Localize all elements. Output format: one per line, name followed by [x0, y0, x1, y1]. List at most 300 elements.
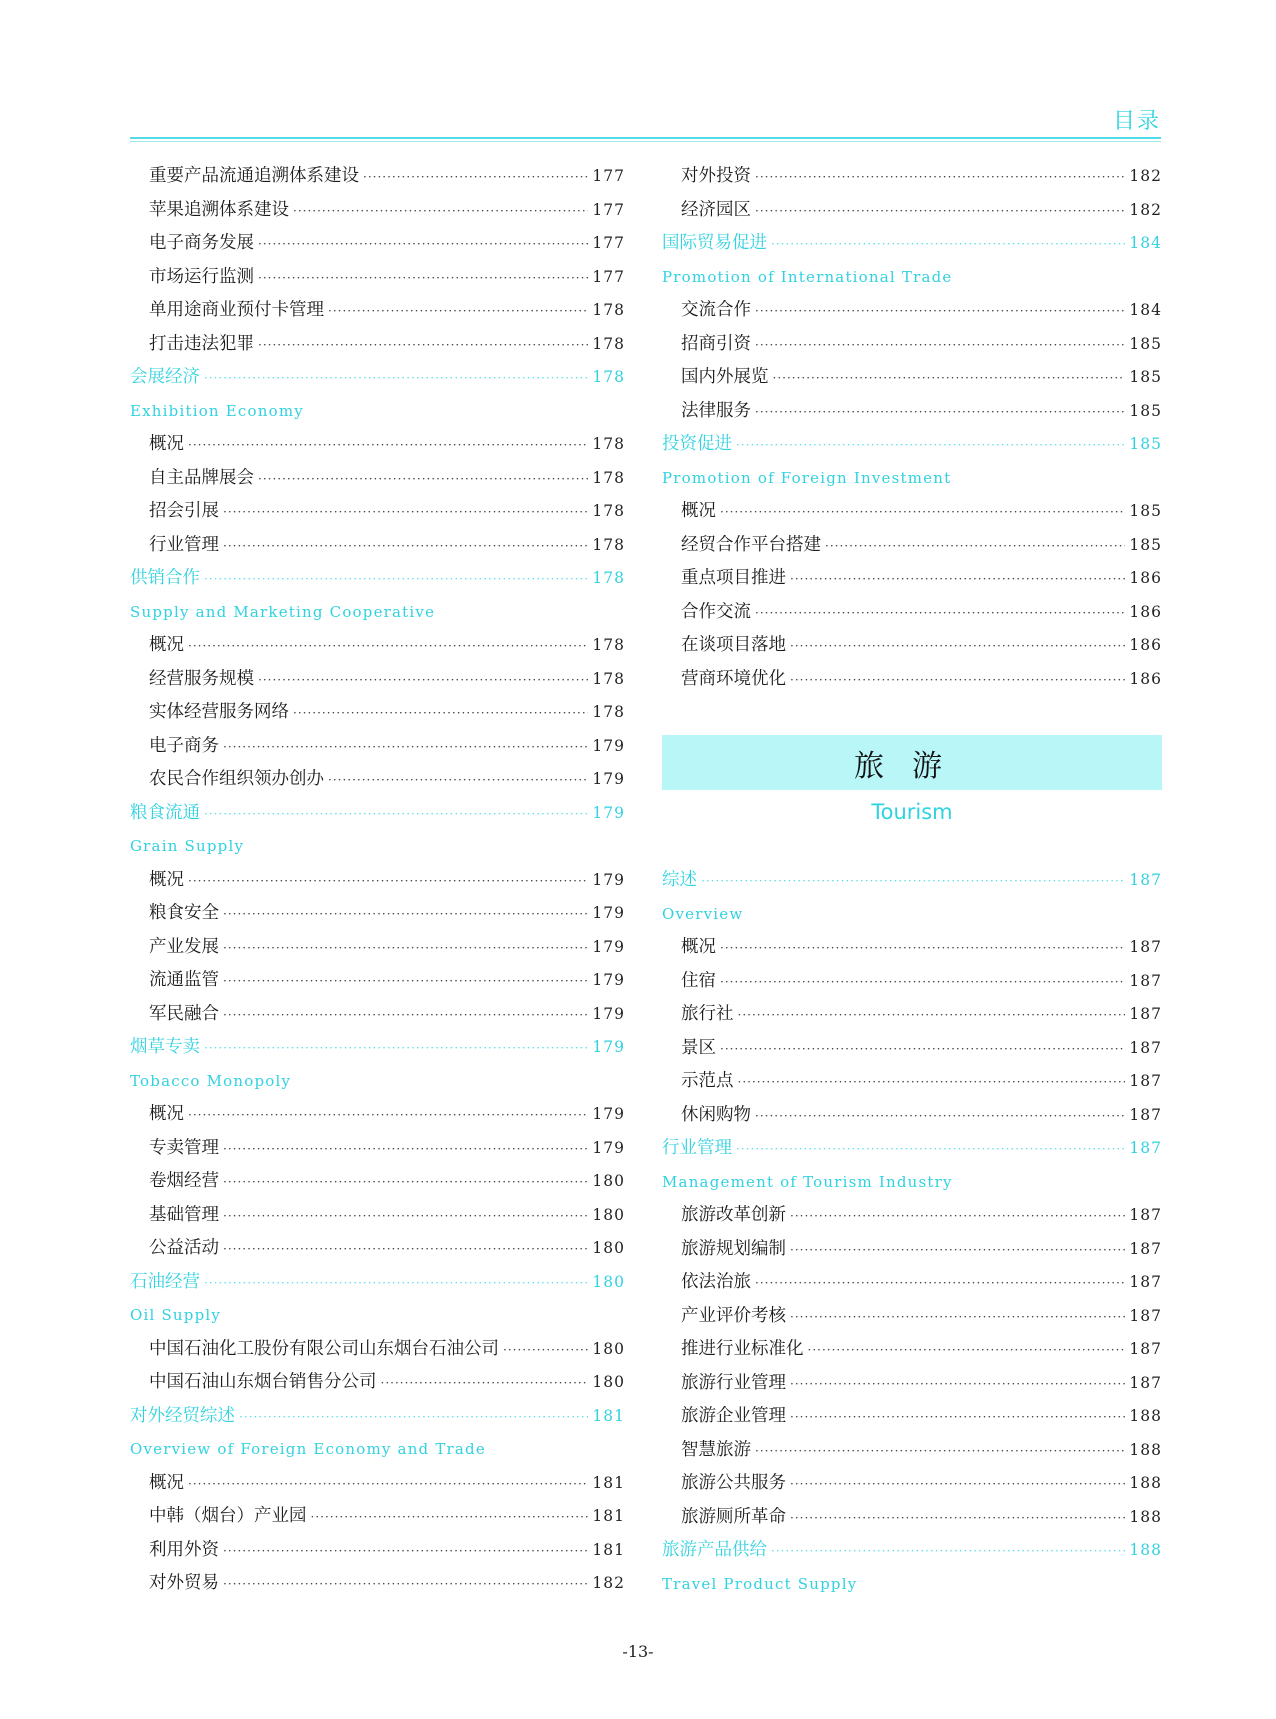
- toc-entry-title: 行业管理: [149, 534, 219, 555]
- toc-entry-page: 187: [1129, 871, 1162, 889]
- toc-entry-title: 旅游企业管理: [681, 1406, 786, 1426]
- dot-leader: [223, 1535, 588, 1569]
- toc-entry-title: Oil Supply: [130, 1306, 222, 1324]
- toc-entry-title: 自主品牌展会: [149, 467, 254, 488]
- toc-section-english-title: [662, 462, 1162, 496]
- toc-entry[interactable]: [130, 629, 625, 663]
- toc-entry[interactable]: [130, 160, 625, 194]
- toc-entry-page: 179: [592, 971, 625, 989]
- toc-entry-title: Travel Product Supply: [662, 1574, 858, 1593]
- toc-entry[interactable]: [130, 1500, 625, 1534]
- toc-entry-page: 185: [1129, 535, 1162, 554]
- dot-leader: [755, 195, 1125, 229]
- toc-entry[interactable]: [662, 328, 1162, 362]
- toc-entry-page: 187: [1129, 1306, 1162, 1325]
- dot-leader: [223, 1133, 588, 1167]
- toc-entry-title: 烟草专卖: [130, 1037, 200, 1057]
- toc-entry-title: 招商引资: [681, 333, 751, 354]
- toc-entry[interactable]: [662, 1400, 1162, 1434]
- toc-entry-page: 188: [1129, 1474, 1162, 1492]
- dot-leader: [204, 798, 588, 832]
- toc-entry[interactable]: [662, 1233, 1162, 1267]
- toc-entry-title: 依法治旅: [681, 1272, 751, 1292]
- chapter-banner: [662, 735, 1162, 790]
- toc-entry[interactable]: [130, 897, 625, 931]
- toc-section-english-title: [662, 898, 1162, 932]
- dot-leader: [738, 1066, 1126, 1100]
- dot-leader: [755, 396, 1125, 430]
- dot-leader: [790, 1368, 1125, 1402]
- toc-entry-title: 概况: [149, 869, 184, 890]
- toc-entry-page: 186: [1129, 669, 1162, 688]
- toc-entry[interactable]: [130, 1232, 625, 1266]
- chapter-title-en: Tourism: [871, 800, 953, 824]
- toc-entry-page: 187: [1129, 1139, 1162, 1157]
- toc-entry[interactable]: [130, 1567, 625, 1601]
- toc-entry-title: 国内外展览: [681, 367, 769, 387]
- toc-entry-title: 旅游公共服务: [681, 1473, 786, 1493]
- toc-entry-title: 对外贸易: [149, 1573, 219, 1593]
- dot-leader: [188, 630, 588, 664]
- toc-entry-page: 179: [592, 803, 625, 822]
- toc-entry-title: 经济园区: [681, 199, 751, 220]
- toc-entry-page: 187: [1129, 1340, 1162, 1358]
- dot-leader: [204, 1032, 588, 1066]
- toc-section-entry[interactable]: [130, 1400, 625, 1434]
- dot-leader: [771, 1535, 1125, 1569]
- toc-entry[interactable]: [662, 1434, 1162, 1468]
- toc-entry-page: 177: [592, 234, 625, 252]
- toc-entry-title: 产业发展: [149, 936, 219, 957]
- toc-section-english-title: [662, 261, 1162, 295]
- toc-entry[interactable]: [130, 328, 625, 362]
- toc-entry[interactable]: [662, 1367, 1162, 1401]
- dot-leader: [503, 1334, 588, 1368]
- toc-entry-page: 187: [1129, 938, 1162, 956]
- toc-entry-title: Tobacco Monopoly: [130, 1071, 292, 1090]
- dot-leader: [188, 1468, 588, 1502]
- toc-entry-title: 综述: [662, 870, 697, 890]
- toc-entry-page: 184: [1129, 234, 1162, 252]
- dot-leader: [204, 563, 588, 597]
- toc-entry-page: 182: [1129, 200, 1162, 219]
- toc-entry-title: 供销合作: [130, 568, 200, 588]
- dot-leader: [790, 1234, 1125, 1268]
- dot-leader: [223, 1233, 588, 1267]
- toc-section-english-title: [662, 1568, 1162, 1602]
- toc-entry-page: 180: [592, 1373, 625, 1391]
- toc-section-english-title: [130, 1299, 625, 1333]
- dot-leader: [720, 966, 1125, 1000]
- toc-entry-page: 180: [592, 1172, 625, 1190]
- toc-entry[interactable]: [662, 562, 1162, 596]
- toc-entry-page: 178: [592, 569, 625, 587]
- toc-entry[interactable]: [130, 1199, 625, 1233]
- dot-leader: [223, 1166, 588, 1200]
- dot-leader: [755, 329, 1125, 363]
- toc-entry-title: 中国石油山东烟台销售分公司: [149, 1372, 377, 1392]
- toc-entry[interactable]: [130, 998, 625, 1032]
- dot-leader: [771, 228, 1125, 262]
- toc-entry[interactable]: [662, 529, 1162, 563]
- dot-leader: [790, 563, 1125, 597]
- toc-right-column-bottom: [662, 864, 1162, 1601]
- dot-leader: [790, 1401, 1125, 1435]
- dot-leader: [223, 530, 588, 564]
- toc-entry[interactable]: [130, 931, 625, 965]
- toc-entry-title: 对外经贸综述: [130, 1405, 235, 1426]
- toc-entry-page: 185: [1129, 334, 1162, 353]
- toc-section-entry[interactable]: [130, 1031, 625, 1065]
- toc-entry-page: 178: [592, 636, 625, 654]
- toc-entry-page: 181: [592, 1406, 625, 1425]
- toc-entry-title: 基础管理: [149, 1204, 219, 1225]
- dot-leader: [720, 932, 1125, 966]
- toc-entry-page: 178: [592, 368, 625, 386]
- dot-leader: [755, 1100, 1125, 1134]
- toc-entry[interactable]: [130, 730, 625, 764]
- toc-entry-title: Management of Tourism Industry: [662, 1172, 953, 1191]
- toc-entry-page: 179: [592, 1004, 625, 1023]
- toc-section-english-title: [662, 1166, 1162, 1200]
- toc-entry-page: 178: [592, 502, 625, 520]
- toc-entry-title: Promotion of International Trade: [662, 267, 953, 286]
- dot-leader: [223, 1568, 588, 1602]
- dot-leader: [239, 1401, 588, 1435]
- toc-section-entry[interactable]: [130, 1266, 625, 1300]
- toc-entry-page: 187: [1129, 1373, 1162, 1392]
- toc-entry[interactable]: [662, 1300, 1162, 1334]
- toc-entry-page: 179: [592, 736, 625, 755]
- dot-leader: [223, 731, 588, 765]
- toc-entry-page: 186: [1129, 569, 1162, 587]
- toc-entry-title: 住宿: [681, 970, 716, 991]
- toc-entry-title: 概况: [681, 501, 716, 521]
- toc-entry-page: 178: [592, 468, 625, 487]
- toc-entry[interactable]: [130, 495, 625, 529]
- toc-entry-page: 187: [1129, 1273, 1162, 1291]
- dot-leader: [204, 362, 588, 396]
- toc-entry[interactable]: [130, 261, 625, 295]
- toc-section-entry[interactable]: [662, 428, 1162, 462]
- toc-entry-page: 187: [1129, 1038, 1162, 1057]
- toc-section-entry[interactable]: [130, 562, 625, 596]
- toc-entry-page: 184: [1129, 301, 1162, 319]
- header-rule-thin: [130, 141, 1161, 142]
- dot-leader: [808, 1334, 1126, 1368]
- toc-entry-page: 185: [1129, 502, 1162, 520]
- dot-leader: [755, 295, 1125, 329]
- toc-entry[interactable]: [130, 1132, 625, 1166]
- toc-entry-title: 旅游厕所革命: [681, 1506, 786, 1527]
- toc-entry-title: 在谈项目落地: [681, 635, 786, 655]
- toc-entry[interactable]: [662, 1099, 1162, 1133]
- toc-entry[interactable]: [662, 629, 1162, 663]
- toc-entry-page: 179: [592, 1038, 625, 1056]
- toc-entry-title: 公益活动: [149, 1238, 219, 1258]
- toc-entry-title: 旅游产品供给: [662, 1540, 767, 1560]
- dot-leader: [736, 1133, 1125, 1167]
- toc-entry-title: 景区: [681, 1037, 716, 1058]
- dot-leader: [223, 1200, 588, 1234]
- toc-entry-title: 概况: [149, 635, 184, 655]
- dot-leader: [381, 1367, 589, 1401]
- toc-entry-page: 179: [592, 904, 625, 922]
- dot-leader: [223, 965, 588, 999]
- toc-entry[interactable]: [662, 1467, 1162, 1501]
- toc-entry[interactable]: [662, 395, 1162, 429]
- dot-leader: [790, 1468, 1125, 1502]
- toc-entry-title: Overview of Foreign Economy and Trade: [130, 1440, 486, 1458]
- toc-entry-page: 180: [592, 1239, 625, 1257]
- toc-entry-page: 187: [1129, 971, 1162, 990]
- dot-leader: [790, 630, 1125, 664]
- toc-entry-title: 产业评价考核: [681, 1305, 786, 1326]
- dot-leader: [736, 429, 1125, 463]
- dot-leader: [790, 1301, 1125, 1335]
- toc-entry-title: 实体经营服务网络: [149, 702, 289, 722]
- page-header-title: 目录: [1112, 109, 1161, 134]
- toc-section-entry[interactable]: [662, 227, 1162, 261]
- toc-entry-page: 185: [1129, 435, 1162, 453]
- toc-entry[interactable]: [130, 1333, 625, 1367]
- toc-entry-page: 178: [592, 301, 625, 319]
- toc-right-column-top: [662, 160, 1162, 696]
- dot-leader: [188, 1099, 588, 1133]
- dot-leader: [223, 999, 588, 1033]
- toc-entry-page: 180: [592, 1339, 625, 1358]
- toc-entry-title: 国际贸易促进: [662, 233, 767, 253]
- toc-entry[interactable]: [662, 596, 1162, 630]
- toc-entry-title: Overview: [662, 904, 744, 923]
- toc-entry-title: 石油经营: [130, 1271, 200, 1292]
- toc-entry-page: 179: [592, 770, 625, 788]
- toc-entry[interactable]: [130, 663, 625, 697]
- toc-entry[interactable]: [130, 1534, 625, 1568]
- toc-entry[interactable]: [662, 965, 1162, 999]
- dot-leader: [755, 1267, 1125, 1301]
- toc-section-english-title: [130, 596, 625, 630]
- header-rule: [130, 137, 1161, 139]
- toc-entry[interactable]: [130, 763, 625, 797]
- toc-entry-page: 178: [592, 669, 625, 688]
- toc-entry-title: 交流合作: [681, 300, 751, 320]
- toc-entry-page: 181: [592, 1540, 625, 1559]
- toc-entry-title: 旅游规划编制: [681, 1238, 786, 1259]
- toc-section-entry[interactable]: [662, 1534, 1162, 1568]
- toc-entry[interactable]: [662, 1065, 1162, 1099]
- toc-entry-title: 粮食安全: [149, 903, 219, 923]
- toc-entry-title: Promotion of Foreign Investment: [662, 468, 952, 487]
- toc-entry[interactable]: [662, 998, 1162, 1032]
- toc-entry-page: 181: [592, 1473, 625, 1492]
- toc-entry[interactable]: [130, 294, 625, 328]
- dot-leader: [790, 664, 1125, 698]
- toc-section-entry[interactable]: [662, 1132, 1162, 1166]
- toc-entry-page: 179: [592, 870, 625, 889]
- toc-entry-title: 经贸合作平台搭建: [681, 534, 821, 555]
- toc-entry-title: 电子商务: [149, 735, 219, 756]
- toc-entry-page: 185: [1129, 368, 1162, 386]
- toc-entry-title: 专卖管理: [149, 1137, 219, 1158]
- toc-entry-title: 会展经济: [130, 367, 200, 387]
- dot-leader: [223, 898, 588, 932]
- dot-leader: [755, 597, 1125, 631]
- dot-leader: [188, 429, 588, 463]
- toc-entry-title: 概况: [149, 1472, 184, 1493]
- toc-entry-page: 187: [1129, 1206, 1162, 1224]
- toc-section-entry[interactable]: [130, 797, 625, 831]
- toc-entry-page: 187: [1129, 1105, 1162, 1124]
- toc-entry-title: Grain Supply: [130, 837, 245, 855]
- toc-entry-title: 旅游行业管理: [681, 1372, 786, 1393]
- toc-entry-title: Supply and Marketing Cooperative: [130, 602, 436, 621]
- dot-leader: [258, 228, 588, 262]
- dot-leader: [258, 262, 588, 296]
- toc-left-column: [130, 160, 625, 1601]
- toc-entry[interactable]: [662, 495, 1162, 529]
- dot-leader: [328, 764, 588, 798]
- toc-entry-title: 经营服务规模: [149, 668, 254, 689]
- toc-entry[interactable]: [130, 964, 625, 998]
- dot-leader: [790, 1200, 1125, 1234]
- toc-entry-title: 招会引展: [149, 501, 219, 521]
- dot-leader: [223, 932, 588, 966]
- dot-leader: [720, 496, 1125, 530]
- dot-leader: [328, 295, 588, 329]
- toc-entry[interactable]: [130, 864, 625, 898]
- toc-entry-title: 流通监管: [149, 970, 219, 990]
- toc-entry-title: 法律服务: [681, 400, 751, 421]
- toc-entry-page: 180: [592, 1272, 625, 1291]
- toc-entry-page: 187: [1129, 1072, 1162, 1090]
- dot-leader: [790, 1502, 1125, 1536]
- toc-entry-title: 合作交流: [681, 601, 751, 622]
- toc-entry-page: 182: [1129, 167, 1162, 185]
- toc-entry-page: 187: [1129, 1239, 1162, 1258]
- dot-leader: [701, 865, 1125, 899]
- toc-entry[interactable]: [130, 1165, 625, 1199]
- toc-entry[interactable]: [662, 1199, 1162, 1233]
- toc-entry-title: 概况: [149, 1104, 184, 1124]
- toc-entry-page: 181: [592, 1507, 625, 1525]
- toc-entry-title: 苹果追溯体系建设: [149, 199, 289, 220]
- toc-entry-page: 179: [592, 937, 625, 956]
- toc-entry-title: 军民融合: [149, 1003, 219, 1024]
- dot-leader: [204, 1267, 588, 1301]
- toc-entry[interactable]: [130, 529, 625, 563]
- toc-entry-title: 推进行业标准化: [681, 1339, 804, 1359]
- toc-entry-title: 单用途商业预付卡管理: [149, 300, 324, 320]
- toc-entry-page: 179: [592, 1138, 625, 1157]
- toc-entry-title: 示范点: [681, 1071, 734, 1091]
- toc-entry[interactable]: [662, 294, 1162, 328]
- toc-entry[interactable]: [130, 227, 625, 261]
- dot-leader: [293, 195, 588, 229]
- toc-entry[interactable]: [662, 663, 1162, 697]
- page-number: -13-: [622, 1642, 654, 1661]
- toc-section-entry[interactable]: [130, 361, 625, 395]
- toc-entry[interactable]: [662, 361, 1162, 395]
- toc-entry[interactable]: [662, 1266, 1162, 1300]
- toc-entry-title: 对外投资: [681, 166, 751, 186]
- toc-entry-title: 电子商务发展: [149, 233, 254, 253]
- dot-leader: [773, 362, 1126, 396]
- toc-section-english-title: [130, 1065, 625, 1099]
- toc-entry-page: 178: [592, 435, 625, 453]
- toc-entry[interactable]: [130, 1366, 625, 1400]
- dot-leader: [755, 1435, 1125, 1469]
- dot-leader: [720, 1033, 1125, 1067]
- dot-leader: [755, 161, 1125, 195]
- toc-entry-page: 178: [592, 334, 625, 353]
- toc-entry-page: 186: [1129, 636, 1162, 654]
- dot-leader: [258, 463, 588, 497]
- dot-leader: [258, 664, 588, 698]
- toc-entry-title: 粮食流通: [130, 802, 200, 823]
- toc-entry-title: 中韩（烟台）产业园: [149, 1506, 307, 1526]
- toc-section-english-title: [130, 830, 625, 864]
- dot-leader: [363, 161, 588, 195]
- toc-entry[interactable]: [662, 931, 1162, 965]
- toc-entry[interactable]: [662, 160, 1162, 194]
- toc-entry[interactable]: [662, 1032, 1162, 1066]
- toc-entry[interactable]: [130, 696, 625, 730]
- toc-entry[interactable]: [662, 1501, 1162, 1535]
- toc-entry-page: 188: [1129, 1407, 1162, 1425]
- toc-entry[interactable]: [130, 462, 625, 496]
- toc-entry-page: 179: [592, 1105, 625, 1123]
- toc-entry[interactable]: [130, 1098, 625, 1132]
- toc-entry[interactable]: [662, 194, 1162, 228]
- toc-entry-page: 177: [592, 167, 625, 185]
- toc-section-english-title: [130, 1433, 625, 1467]
- dot-leader: [223, 496, 588, 530]
- dot-leader: [825, 530, 1125, 564]
- dot-leader: [311, 1501, 589, 1535]
- toc-section-entry[interactable]: [662, 864, 1162, 898]
- toc-entry-title: 卷烟经营: [149, 1171, 219, 1191]
- dot-leader: [258, 329, 588, 363]
- toc-entry[interactable]: [662, 1333, 1162, 1367]
- toc-entry-title: 重要产品流通追溯体系建设: [149, 166, 359, 186]
- toc-entry-title: Exhibition Economy: [130, 401, 304, 420]
- toc-entry-title: 行业管理: [662, 1138, 732, 1158]
- dot-leader: [188, 865, 588, 899]
- toc-entry-page: 178: [592, 703, 625, 721]
- toc-entry-page: 177: [592, 267, 625, 286]
- toc-entry-title: 投资促进: [662, 434, 732, 454]
- toc-entry-title: 旅行社: [681, 1004, 734, 1024]
- toc-entry-page: 177: [592, 200, 625, 219]
- toc-entry-title: 休闲购物: [681, 1104, 751, 1125]
- toc-entry-page: 187: [1129, 1005, 1162, 1023]
- toc-entry-page: 182: [592, 1574, 625, 1592]
- toc-entry-title: 打击违法犯罪: [149, 333, 254, 354]
- toc-entry-title: 利用外资: [149, 1539, 219, 1560]
- toc-entry[interactable]: [130, 1467, 625, 1501]
- toc-entry-title: 概况: [681, 937, 716, 957]
- toc-entry-page: 188: [1129, 1541, 1162, 1559]
- toc-entry-title: 农民合作组织领办创办: [149, 769, 324, 789]
- toc-entry-page: 180: [592, 1205, 625, 1224]
- toc-entry-page: 188: [1129, 1440, 1162, 1459]
- toc-entry-page: 188: [1129, 1507, 1162, 1526]
- toc-entry-title: 重点项目推进: [681, 568, 786, 588]
- dot-leader: [738, 999, 1126, 1033]
- toc-entry[interactable]: [130, 194, 625, 228]
- toc-entry[interactable]: [130, 428, 625, 462]
